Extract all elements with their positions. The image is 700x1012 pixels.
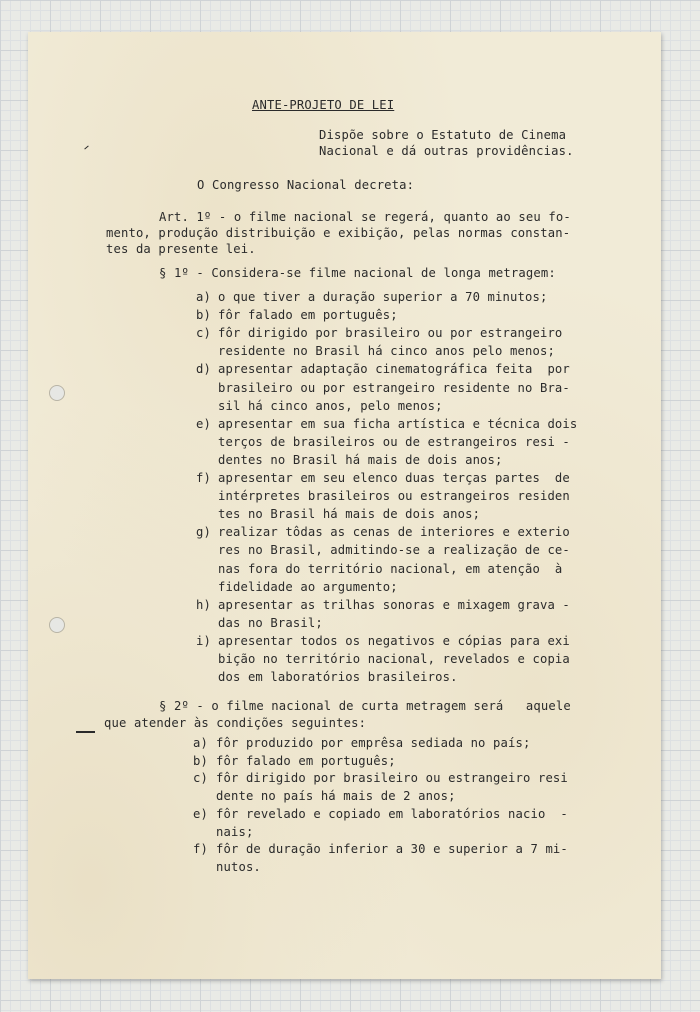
item-line: dos em laboratórios brasileiros. <box>218 670 458 685</box>
item-letter: e) <box>196 416 211 431</box>
item-letter: b) <box>193 753 208 768</box>
item-line: apresentar todos os negativos e cópias para exi <box>218 633 570 648</box>
item-line: fidelidade ao argumento; <box>218 579 398 594</box>
item-line: o que tiver a duração superior a 70 minutos; <box>218 290 548 304</box>
punch-hole-bottom <box>49 617 65 633</box>
item-line: dentes no Brasil há mais de dois anos; <box>218 452 503 467</box>
item-line: apresentar as trilhas sonoras e mixagem grava - <box>218 597 570 612</box>
item-line: res no Brasil, admitindo-se a realização de ce- <box>218 543 570 558</box>
item-line: dente no país há mais de 2 anos; <box>216 789 456 804</box>
item-letter: b) <box>196 308 211 323</box>
item-letter: h) <box>196 597 211 612</box>
document-page <box>28 32 661 979</box>
article-1-line: Art. 1º - o filme nacional se regerá, quanto ao seu fo- <box>159 210 571 224</box>
item-line: nutos. <box>216 859 261 874</box>
margin-mark <box>76 731 95 733</box>
item-line: sil há cinco anos, pelo menos; <box>218 398 443 413</box>
item-line: nas fora do território nacional, em atenção à <box>218 561 563 576</box>
preamble: O Congresso Nacional decreta: <box>197 178 415 192</box>
item-letter: i) <box>196 633 211 648</box>
item-line: terços de brasileiros ou de estrangeiros resi - <box>218 434 570 449</box>
item-line: residente no Brasil há cinco anos pelo menos; <box>218 344 555 359</box>
article-1-line: mento, produção distribuição e exibição, pelas normas constan- <box>106 226 571 240</box>
item-letter: a) <box>193 736 208 750</box>
paragraph-1-heading: § 1º - Considera-se filme nacional de longa metragem: <box>159 266 556 280</box>
item-line: apresentar em sua ficha artística e técnica dois <box>218 416 578 431</box>
article-1-line: tes da presente lei. <box>106 242 256 256</box>
item-letter: c) <box>193 771 208 786</box>
item-line: fôr falado em português; <box>216 753 396 768</box>
item-line: das no Brasil; <box>218 615 323 630</box>
item-letter: e) <box>193 806 208 821</box>
item-line: fôr revelado e copiado em laboratórios nacio - <box>216 806 568 821</box>
item-line: apresentar adaptação cinematográfica feita por <box>218 362 570 377</box>
item-line: intérpretes brasileiros ou estrangeiros residen <box>218 489 570 504</box>
item-letter: g) <box>196 525 211 540</box>
item-line: fôr dirigido por brasileiro ou estrangeiro resi <box>216 771 568 786</box>
item-line: fôr dirigido por brasileiro ou por estrangeiro <box>218 326 563 341</box>
paragraph-2-line: § 2º - o filme nacional de curta metragem será aquele <box>159 699 571 713</box>
paragraph-2-line: que atender às condições seguintes: <box>104 716 367 730</box>
item-line: brasileiro ou por estrangeiro residente no Bra- <box>218 380 570 395</box>
summary-line: Dispõe sobre o Estatuto de Cinema <box>319 128 567 142</box>
item-line: nais; <box>216 824 254 839</box>
item-letter: d) <box>196 362 211 377</box>
item-line: bição no território nacional, revelados e copia <box>218 652 570 666</box>
summary-line: Nacional e dá outras providências. <box>319 144 574 158</box>
item-line: tes no Brasil há mais de dois anos; <box>218 507 481 522</box>
item-letter: a) <box>196 290 211 304</box>
document-title: ANTE-PROJETO DE LEI <box>252 98 395 112</box>
item-letter: f) <box>196 471 211 485</box>
punch-hole-top <box>49 385 65 401</box>
item-line: realizar tôdas as cenas de interiores e exterio <box>218 525 570 540</box>
item-letter: c) <box>196 326 211 341</box>
item-line: fôr falado em português; <box>218 308 398 323</box>
item-line: fôr de duração inferior a 30 e superior a 7 mi- <box>216 842 568 857</box>
item-letter: f) <box>193 842 208 857</box>
item-line: fôr produzido por emprêsa sediada no país; <box>216 736 531 750</box>
item-line: apresentar em seu elenco duas terças partes de <box>218 471 570 485</box>
